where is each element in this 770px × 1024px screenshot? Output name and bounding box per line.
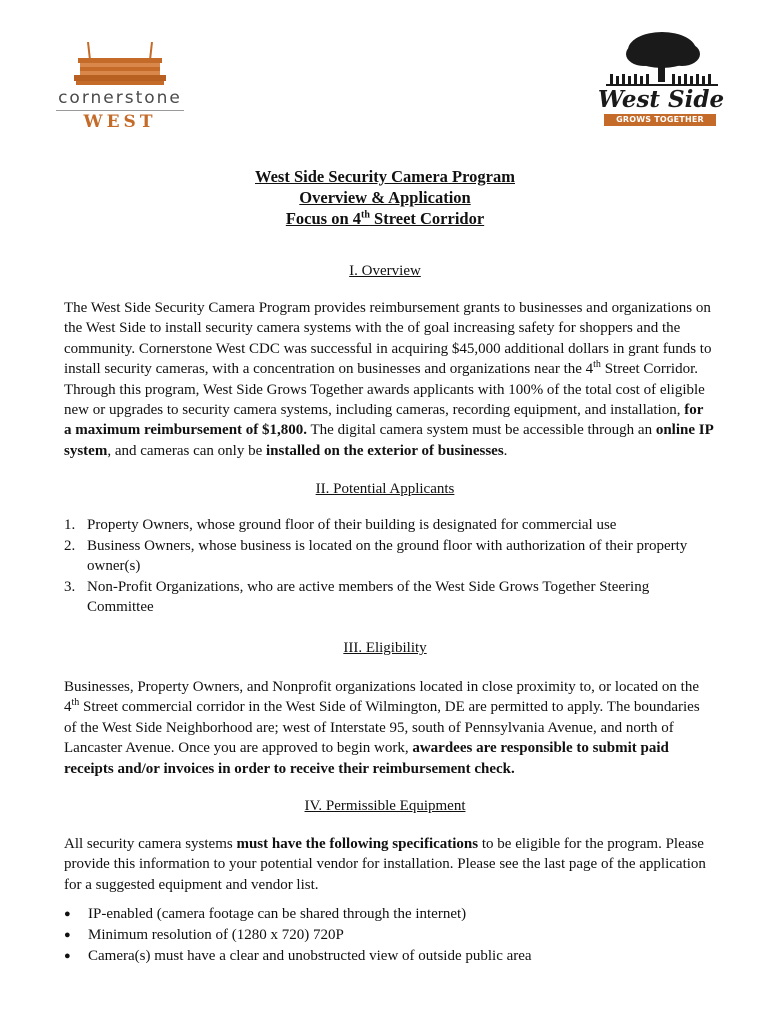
heading-potential-applicants: II. Potential Applicants: [315, 481, 455, 497]
west-side-grows-together-logo: [592, 30, 732, 130]
heading-overview: I. Overview: [349, 263, 421, 279]
logo-right-name: West Side: [597, 86, 725, 113]
overview-paragraph: The West Side Security Camera Program provides reimbursement grants to businesses and organizations on the West Side to install security camera systems with the of goal increasing safety for shoppers and the community. Cornerstone West CDC was successful in acquiring $45,000 additional dollars in grant funds to install security cameras, with a concentration on businesses and organizations near the 4th Street Corridor. Through this program, West Side Grows Together awards applicants with 100% of the total cost of eligible new or upgrades to security camera systems, including cameras, recording equipment, and installation, for a maximum reimbursement of $1,800. The digital camera system must be accessible through an online IP system, and cameras can only be installed on the exterior of businesses.: [64, 300, 713, 459]
logo-divider: [56, 110, 184, 111]
logo-left-line1: cornerstone: [58, 88, 182, 108]
document-title-block: [0, 166, 770, 229]
eligibility-paragraph: Businesses, Property Owners, and Nonprofit organizations located in close proximity to, or located on the 4th Street commercial corridor in the West Side of Wilmington, DE are permitted to apply. The boundaries of the West Side Neighborhood are; west of Interstate 95, south of Pennsylvania Avenue, and north of Lancaster Avenue. Once you are approved to begin work, awardees are responsible to submit paid receipts and/or invoices in order to receive their reimbursement check.: [64, 679, 700, 777]
list-item: ● IP-enabled (camera footage can be shared through the internet): [64, 904, 714, 925]
bullet-icon: ●: [64, 950, 71, 962]
equipment-spec-list: [64, 904, 714, 967]
heading-permissible-equipment: IV. Permissible Equipment: [304, 798, 466, 814]
list-item: 3. Non-Profit Organizations, who are active members of the West Side Grows Together Steering Committee: [64, 578, 650, 616]
equipment-paragraph: All security camera systems must have the following specifications to be eligible for the program. Please provide this information to your potential vendor for installation. Please see the last page of the application for a suggested equipment and vendor list.: [64, 836, 706, 893]
cornerstone-west-logo: [50, 42, 190, 132]
heading-eligibility: III. Eligibility: [343, 640, 427, 656]
title-line-3: Focus on 4th Street Corridor: [285, 209, 485, 228]
title-line-2: Overview & Application: [299, 188, 471, 207]
bullet-icon: ●: [64, 929, 71, 941]
tree-icon: [592, 30, 732, 90]
logo-left-line2: WEST: [83, 112, 157, 132]
applicants-list: [64, 515, 714, 618]
list-item: ● Minimum resolution of (1280 x 720) 720P: [64, 925, 714, 946]
list-item: 1. Property Owners, whose ground floor of their building is designated for commercial use: [64, 517, 617, 533]
list-item: 2. Business Owners, whose business is located on the ground floor with authorization of their property owner(s): [64, 537, 688, 575]
bullet-icon: ●: [64, 908, 71, 920]
logo-right-tagline: GROWS TOGETHER: [604, 114, 716, 126]
list-item: ● Camera(s) must have a clear and unobstructed view of outside public area: [64, 946, 714, 967]
title-line-1: West Side Security Camera Program: [255, 167, 515, 186]
